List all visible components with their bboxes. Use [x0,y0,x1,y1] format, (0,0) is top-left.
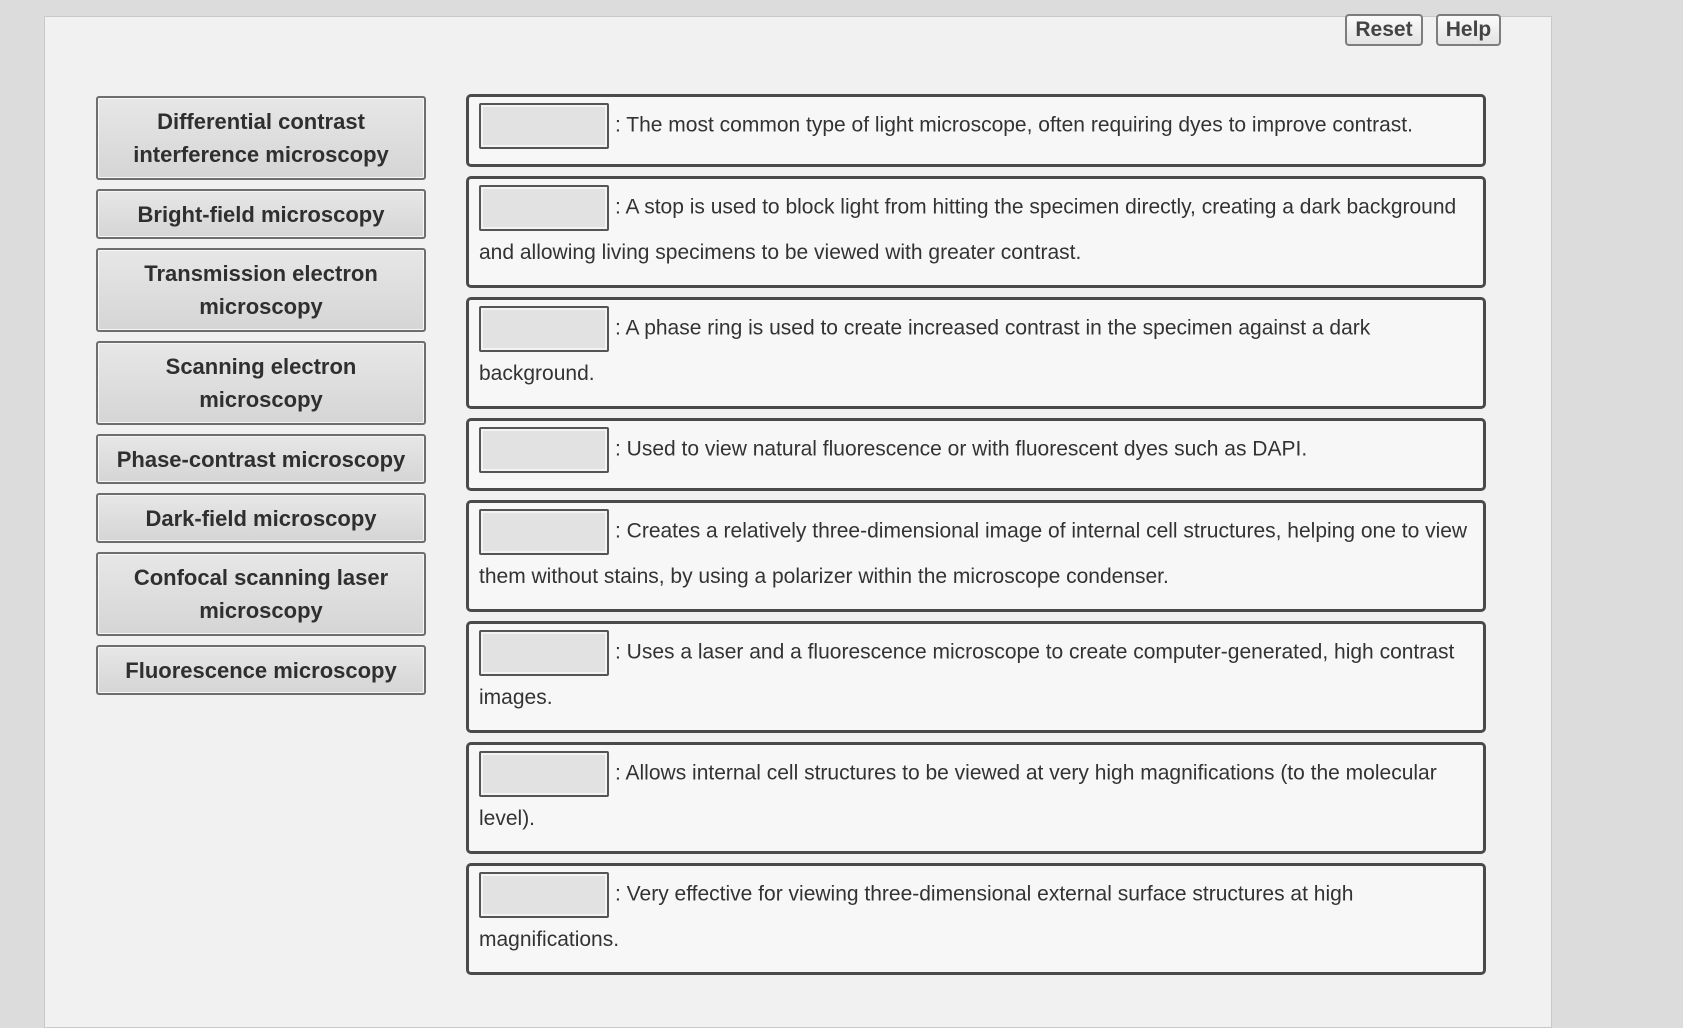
drop-target[interactable] [479,185,609,231]
definition-text: : Uses a laser and a fluorescence microscope to create computer-generated, high contrast images. [479,640,1455,709]
definition-row [466,621,1486,733]
definition-row [466,863,1486,975]
term-card-dark-field[interactable]: Dark-field microscopy [96,493,426,543]
definition-row [466,94,1486,167]
drop-target[interactable] [479,630,609,676]
definition-row [466,418,1486,491]
term-card-tem[interactable]: Transmission electron microscopy [96,248,426,332]
term-card-fluorescence[interactable]: Fluorescence microscopy [96,645,426,695]
definition-text: : Allows internal cell structures to be viewed at very high magnifications (to the molecular level). [479,761,1437,830]
definition-row [466,297,1486,409]
definition-text: : The most common type of light microscope, often requiring dyes to improve contrast. [615,113,1413,137]
drop-target[interactable] [479,872,609,918]
term-card-dic[interactable]: Differential contrast interference microscopy [96,96,426,180]
definition-row [466,500,1486,612]
term-card-confocal[interactable]: Confocal scanning laser microscopy [96,552,426,636]
definition-row [466,176,1486,288]
drop-target[interactable] [479,509,609,555]
term-bank [96,96,426,704]
definition-row [466,742,1486,854]
term-card-bright-field[interactable]: Bright-field microscopy [96,189,426,239]
definition-text: : Very effective for viewing three-dimensional external surface structures at high magnifications. [479,882,1354,951]
definition-text: : A phase ring is used to create increased contrast in the specimen against a dark background. [479,316,1371,385]
definition-text: : Creates a relatively three-dimensional image of internal cell structures, helping one to view them without stains, by using a polarizer within the microscope condenser. [479,519,1468,588]
reset-button[interactable]: Reset [1345,14,1423,46]
term-card-phase-contrast[interactable]: Phase-contrast microscopy [96,434,426,484]
drop-target[interactable] [479,103,609,149]
drop-target[interactable] [479,751,609,797]
term-card-sem[interactable]: Scanning electron microscopy [96,341,426,425]
drop-target[interactable] [479,427,609,473]
help-button[interactable]: Help [1436,14,1501,46]
drop-target[interactable] [479,306,609,352]
definition-text: : Used to view natural fluorescence or with fluorescent dyes such as DAPI. [615,437,1308,461]
definition-text: : A stop is used to block light from hitting the specimen directly, creating a dark background and allowing living specimens to be viewed with greater contrast. [479,195,1457,264]
definition-list [466,94,1486,984]
